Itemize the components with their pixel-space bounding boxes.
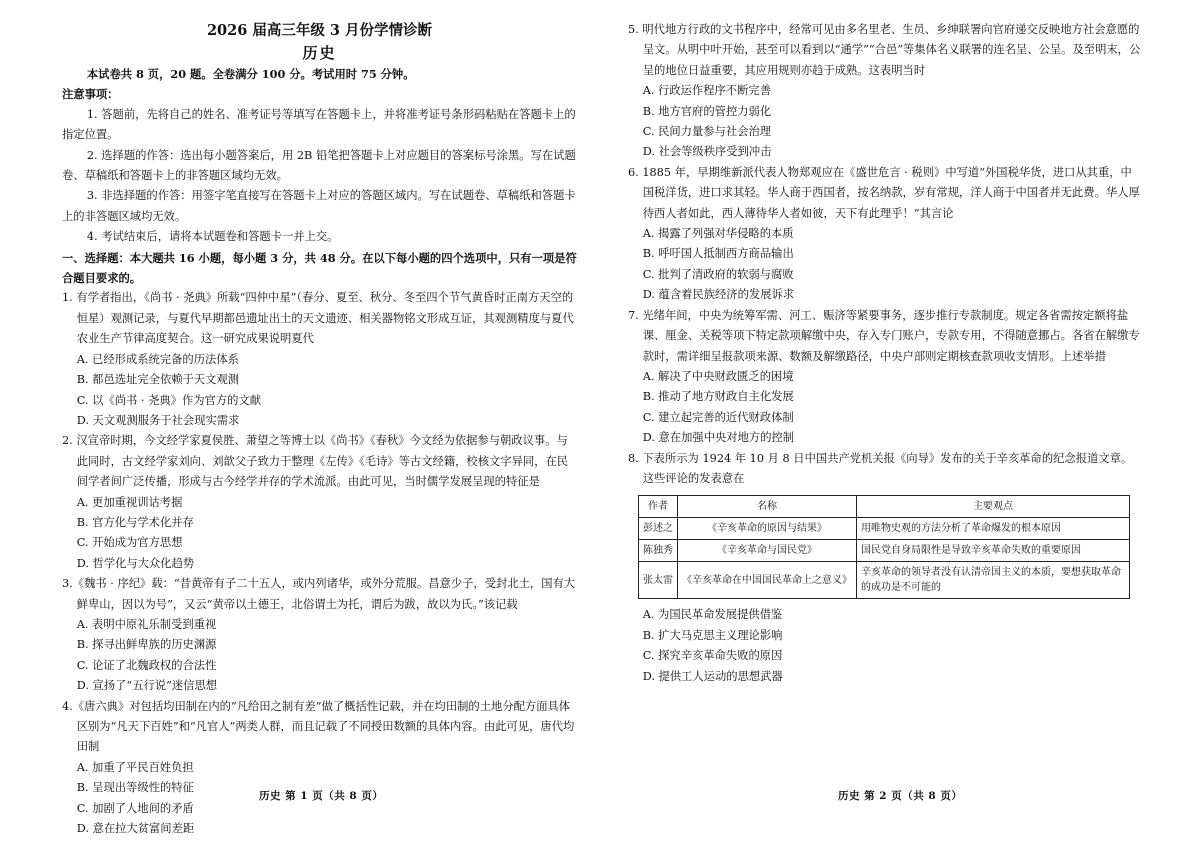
- notice-item: 2. 选择题的作答：选出每小题答案后，用 2B 铅笔把答题卡上对应题目的答案标号涂黑。写在试题卷、草稿纸和答题卡上的非答题区域均无效。: [62, 148, 576, 183]
- page-1: [62, 20, 577, 839]
- table-header-row: [639, 496, 1130, 518]
- question-stem: 1. 有学者指出，《尚书 · 尧典》所载“四仲中星”（春分、夏至、秋分、冬至四个节气黄昏时正南方天空的恒星）观测记录，与夏代早期都邑遗址出土的天文遗迹、相关器物铭文形成互证，其观测精度与夏代农业生产节律高度契合。这一研究成果说明夏代: [62, 291, 574, 346]
- option-d: D. 意在拉大贫富间差距: [76, 822, 195, 836]
- cell-author: 彭述之: [639, 518, 678, 540]
- header-author: 作者: [639, 496, 678, 518]
- option-c: C. 探究辛亥革命失败的原因: [642, 649, 783, 663]
- option-d: D. 哲学化与大众化趋势: [76, 556, 195, 570]
- question-6: [628, 163, 1143, 306]
- table-row: [639, 540, 1130, 562]
- option-d: D. 天文观测服务于社会现实需求: [76, 413, 240, 427]
- cell-viewpoint: 用唯物史观的方法分析了革命爆发的根本原因: [857, 518, 1130, 540]
- page-2: [628, 20, 1143, 687]
- exam-title: 2026 届高三年级 3 月份学情诊断: [206, 22, 433, 39]
- option-d: D. 宣扬了“五行说”迷信思想: [76, 679, 218, 693]
- question-4: [62, 697, 577, 840]
- cell-title: 《辛亥革命的原因与结果》: [678, 518, 857, 540]
- option-b: B. 推动了地方财政自主化发展: [642, 390, 794, 404]
- cell-title: 《辛亥革命在中国国民革命上之意义》: [678, 562, 857, 599]
- option-c: C. 民间力量参与社会治理: [642, 125, 772, 139]
- option-a: A. 行政运作程序不断完善: [642, 84, 771, 98]
- cell-author: 张太雷: [639, 562, 678, 599]
- notice-item: 1. 答题前，先将自己的姓名、准考证号等填写在答题卡上，并将准考证号条形码粘贴在答题卡上的指定位置。: [62, 107, 576, 142]
- question-5: [628, 20, 1143, 163]
- option-d: D. 提供工人运动的思想武器: [642, 669, 783, 683]
- option-c: C. 论证了北魏政权的合法性: [76, 658, 217, 672]
- cell-title: 《辛亥革命与国民党》: [678, 540, 857, 562]
- option-a: A. 表明中原礼乐制受到重视: [76, 617, 217, 631]
- cell-viewpoint: 国民党自身局限性是导致辛亥革命失败的重要原因: [857, 540, 1130, 562]
- question-stem: 2. 汉宣帝时期，今文经学家夏侯胜、萧望之等博士以《尚书》《春秋》今文经为依据参与朝政议事。与此同时，古文经学家刘向、刘歆父子致力于整理《左传》《毛诗》等古文经籍，校核文字异同，在民间学者间广泛传播，形成与古今经学并存的学术流派。由此可见，当时儒学发展呈现的特征是: [62, 434, 569, 489]
- option-c: C. 建立起完善的近代财政体制: [642, 410, 794, 424]
- subject-title: 历史: [302, 44, 337, 62]
- cell-author: 陈独秀: [639, 540, 678, 562]
- option-a: A. 解决了中央财政匮乏的困境: [642, 369, 794, 383]
- option-b: B. 地方官府的管控力弱化: [642, 104, 772, 118]
- commentary-table: [638, 495, 1130, 599]
- table-row: [639, 562, 1130, 599]
- question-stem: 3.《魏书 · 序纪》载：“昔黄帝有子二十五人，或内列诸华，或外分荒服。昌意少子，受封北土，国有大鲜卑山，因以为号”，又云“黄帝以土德王，北俗谓土为托，谓后为跋，故以为氏。”该记载: [62, 577, 576, 611]
- option-b: B. 探寻出鲜卑族的历史渊源: [76, 638, 217, 652]
- question-stem: 4.《唐六典》对包括均田制在内的“凡给田之制有差”做了概括性记载，并在均田制的土地分配方面具体区别为“凡天下百姓”和“凡官人”两类人群，而且记载了不同授田数额的具体内容。由此可见，唐代均田制: [62, 699, 575, 754]
- table-row: [639, 518, 1130, 540]
- question-stem: 5. 明代地方行政的文书程序中，经常可见由多名里老、生员、乡绅联署向官府递交反映地方社会意愿的呈文。从明中叶开始，甚至可以看到以“通学”“合邑”等集体名义联署的连名呈、公呈。及至明末，公呈的地位日益重要，其应用规则亦趋于成熟。这表明当时: [628, 23, 1141, 77]
- question-stem: 6. 1885 年，早期维新派代表人物郑观应在《盛世危言 · 税则》中写道“外国税华货，进口从其重，中国税洋货，进口求其轻。华人商于西国者，按名纳款，岁有常规，洋人商于中国者并无此费。华人厚待西人者如此，西人薄待华人者如彼，天下有此理乎！”其言论: [628, 165, 1140, 220]
- notice-item: 3. 非选择题的作答：用签字笔直接写在答题卡上对应的答题区域内。写在试题卷、草稿纸和答题卡上的非答题区域均无效。: [62, 189, 576, 223]
- question-8: [628, 449, 1143, 687]
- question-2: [62, 431, 577, 574]
- option-d: D. 蕴含着民族经济的发展诉求: [642, 288, 795, 302]
- question-stem: 8. 下表所示为 1924 年 10 月 8 日中国共产党机关报《向导》发布的关于辛亥革命的纪念报道文章。这些评论的发表意在: [628, 451, 1133, 485]
- option-c: C. 以《尚书 · 尧典》作为官方的文献: [76, 393, 262, 407]
- section-heading: 一、选择题：本大题共 16 小题，每小题 3 分，共 48 分。在以下每小题的四个选项中，只有一项是符合题目要求的。: [62, 250, 577, 286]
- header-viewpoint: 主要观点: [857, 496, 1130, 518]
- option-b: B. 呈现出等级性的特征: [76, 781, 194, 795]
- option-a: A. 已经形成系统完备的历法体系: [76, 352, 239, 366]
- option-b: B. 呼吁国人抵制西方商品输出: [642, 247, 794, 261]
- option-c: C. 批判了清政府的软弱与腐败: [642, 267, 794, 281]
- option-d: D. 意在加强中央对地方的控制: [642, 431, 795, 445]
- question-3: [62, 574, 577, 696]
- question-1: [62, 288, 577, 431]
- exam-meta: 本试卷共 8 页，20 题。全卷满分 100 分。考试用时 75 分钟。: [86, 67, 415, 81]
- option-a: A. 为国民革命发展提供借鉴: [642, 608, 783, 622]
- page-footer-2: 历史 第 2 页（共 8 页）: [838, 790, 963, 802]
- question-stem: 7. 光绪年间，中央为统筹军需、河工、赈济等紧要事务，逐步推行专款制度。规定各省需按定额将盐课、厘金、关税等项下特定款项解缴中央，存入专门账户，专款专用，不得随意挪占。各省在解缴专款时，需详细呈报款项来源、数额及解缴路径，中央户部则定期核查款项收支情形。上述举措: [628, 308, 1140, 363]
- page-footer-1: 历史 第 1 页（共 8 页）: [259, 790, 384, 802]
- option-d: D. 社会等级秩序受到冲击: [642, 145, 772, 159]
- option-b: B. 官方化与学术化并存: [76, 515, 194, 529]
- cell-viewpoint: 辛亥革命的领导者没有认清帝国主义的本质，要想获取革命的成功是不可能的: [857, 562, 1130, 599]
- option-a: A. 更加重视训诂考据: [76, 495, 183, 509]
- option-b: B. 扩大马克思主义理论影响: [642, 628, 783, 642]
- option-a: A. 揭露了列强对华侵略的本质: [642, 227, 794, 241]
- notice-heading: 注意事项：: [62, 87, 119, 102]
- notice-item: 4. 考试结束后，请将本试题卷和答题卡一并上交。: [86, 230, 339, 244]
- option-a: A. 加重了平民百姓负担: [76, 760, 194, 774]
- question-7: [628, 306, 1143, 449]
- header-title: 名称: [678, 496, 857, 518]
- option-c: C. 加剧了人地间的矛盾: [76, 801, 194, 815]
- option-b: B. 都邑选址完全依赖于天文观测: [76, 373, 240, 387]
- option-c: C. 开始成为官方思想: [76, 536, 183, 550]
